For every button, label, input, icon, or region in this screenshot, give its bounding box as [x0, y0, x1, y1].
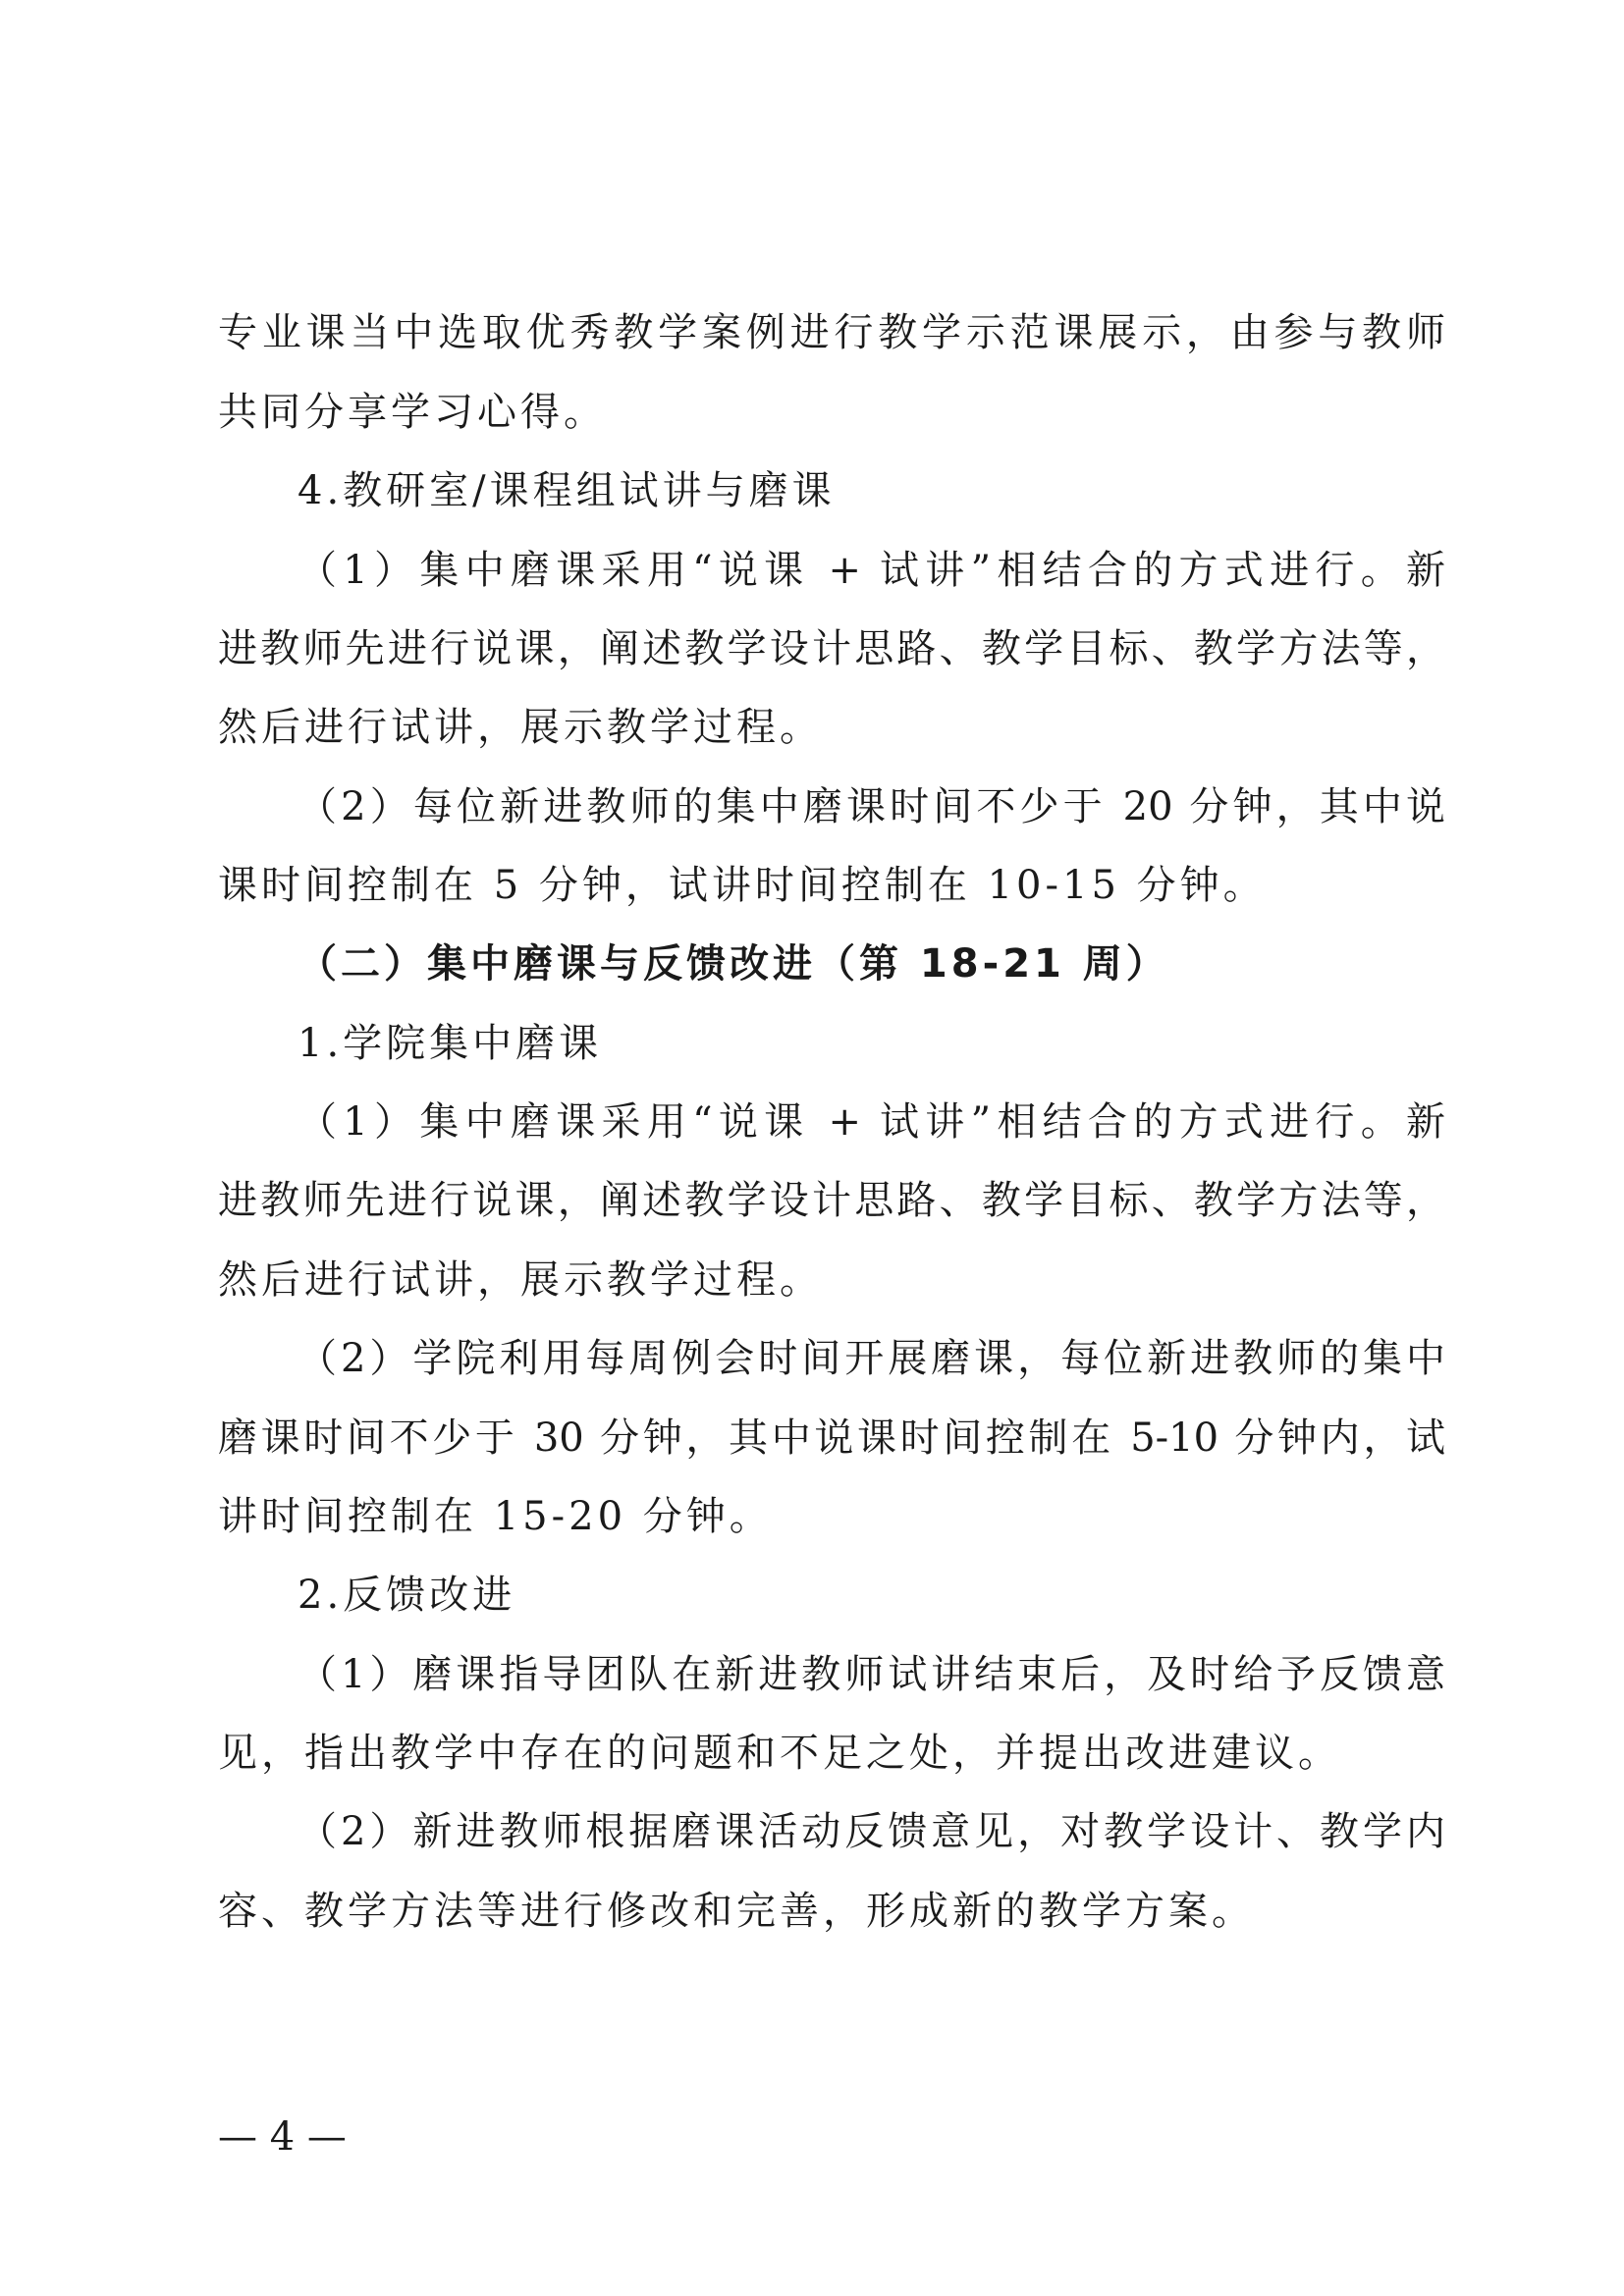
body-text-line: 专业课当中选取优秀教学案例进行教学示范课展示，由参与教师 [218, 310, 1445, 355]
section-heading: （二）集中磨课与反馈改进（第 18-21 周） [298, 941, 1169, 987]
body-text-line: 课时间控制在 5 分钟，试讲时间控制在 10-15 分钟。 [218, 863, 1267, 908]
body-text-line: （1）集中磨课采用“说课 + 试讲”相结合的方式进行。新 [298, 1099, 1445, 1145]
section-subheading: 1.学院集中磨课 [298, 1021, 603, 1066]
body-text-line: 然后进行试讲，展示教学过程。 [218, 1257, 823, 1303]
body-text-line: （1）集中磨课采用“说课 + 试讲”相结合的方式进行。新 [298, 548, 1445, 593]
body-text-line: 容、教学方法等进行修改和完善，形成新的教学方案。 [218, 1889, 1255, 1934]
body-text-line: 进教师先进行说课，阐述教学设计思路、教学目标、教学方法等， [218, 626, 1445, 671]
body-text-line: 讲时间控制在 15-20 分钟。 [218, 1494, 773, 1539]
body-text-line: （2）每位新进教师的集中磨课时间不少于 20 分钟，其中说 [298, 784, 1445, 829]
page-number: — 4 — [218, 2114, 347, 2160]
body-text-line: 共同分享学习心得。 [218, 390, 607, 435]
section-subheading: 4.教研室/课程组试讲与磨课 [298, 468, 836, 513]
body-text-line: （1）磨课指导团队在新进教师试讲结束后，及时给予反馈意 [298, 1652, 1445, 1697]
body-text-line: （2）学院利用每周例会时间开展磨课，每位新进教师的集中 [298, 1336, 1445, 1381]
body-text-line: 然后进行试讲，展示教学过程。 [218, 705, 823, 750]
body-text-line: 进教师先进行说课，阐述教学设计思路、教学目标、教学方法等， [218, 1178, 1445, 1223]
body-text-line: 见，指出教学中存在的问题和不足之处，并提出改进建议。 [218, 1731, 1341, 1776]
body-text-line: 磨课时间不少于 30 分钟，其中说课时间控制在 5-10 分钟内，试 [218, 1415, 1445, 1461]
section-subheading: 2.反馈改进 [298, 1573, 516, 1618]
body-text-line: （2）新进教师根据磨课活动反馈意见，对教学设计、教学内 [298, 1809, 1445, 1854]
